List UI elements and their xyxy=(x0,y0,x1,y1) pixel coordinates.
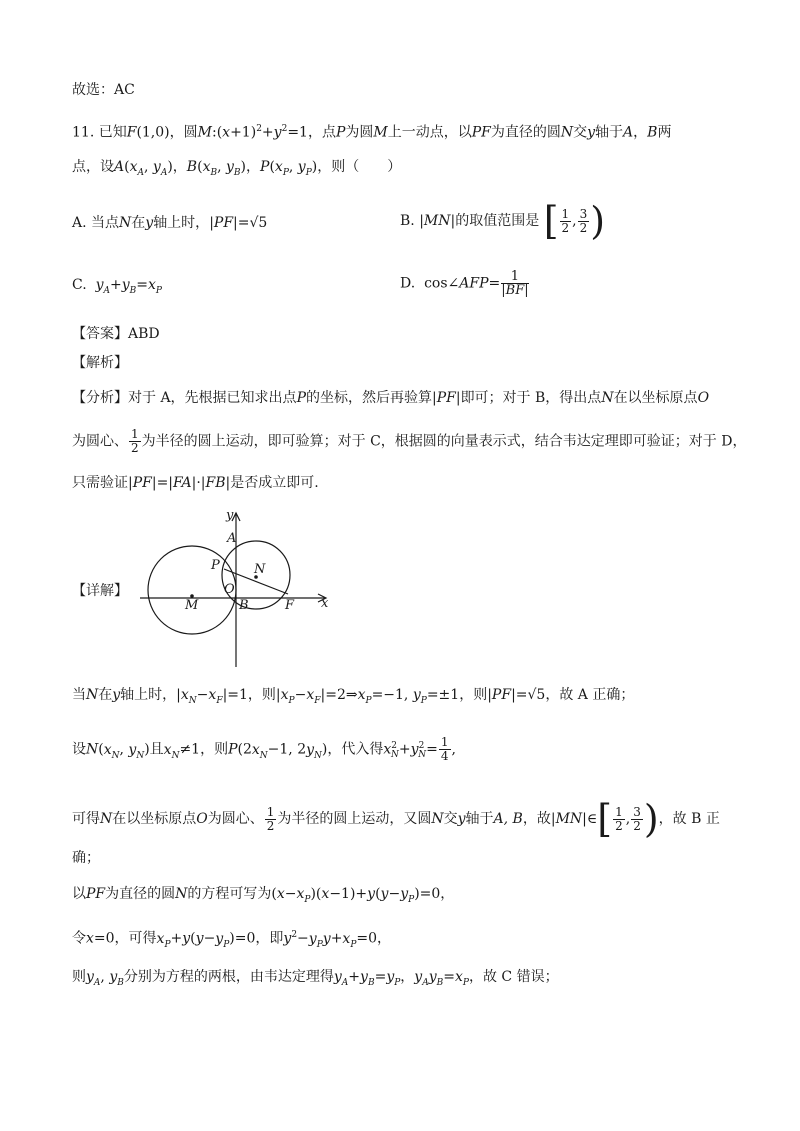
label-y: y xyxy=(226,508,234,523)
analysis-line-1: 【分析】对于 A，先根据已知求出点P的坐标，然后再验算|PF|即可；对于 B，得出点N在以坐标原点O xyxy=(72,390,710,406)
circle-m xyxy=(148,546,236,634)
detail-line-3: 可得N在以坐标原点O为圆心、 $\frac{1}{2}$ 为半径的圆上运动，又圆N交y轴于A, B，故|MN|∈ [ $\frac{1}{2}$ , $\frac{3}{2}$ ) ，故 B 正 xyxy=(72,797,720,841)
label-b: B xyxy=(239,598,249,613)
label-o: O xyxy=(224,582,235,597)
detail-line-2: 设$N(x_N$, $y_N$)且$x_N\ne 1$，则$P(2x_N-1$, $2y_N$)，代入得$x^2_N+y^2_N=$ $\frac{1}{4}$ , xyxy=(72,735,456,764)
answer-line xyxy=(72,323,160,345)
option-c: C. $y_A+y_B=x_P$ xyxy=(72,277,162,296)
analysis-tag: 【解析】 xyxy=(72,355,128,371)
geometry-figure xyxy=(140,505,340,670)
question-line-2: 点，设$A(x_A$, $y_A$)，$B(x_B$, $y_B$)，$P(x_P$, $y_P$)，则（ ） xyxy=(72,159,402,178)
detail-line-6: 令x=0，可得$x_P+y(y-y_P)=0$，即$y^2-y_Py+x_P=0$， xyxy=(72,930,392,950)
answer-value: ABD xyxy=(128,326,160,342)
option-d: D. cos∠AFP= $\frac{1}{|BF|}$ xyxy=(400,269,529,298)
question-number: 11. xyxy=(72,124,95,141)
detail-line-5: 以PF为直径的圆N的方程可写为$(x-x_P)(x-1)+y(y-y_P)=0$， xyxy=(72,886,455,905)
question-line-1: 11. 已知F(1,0)，圆$M:(x+1)^2+y^2=1$，点P为圆M上一动点，以PF为直径的圆N交y轴于A，B两 xyxy=(72,124,672,141)
label-x: x xyxy=(321,596,329,611)
option-b: B. |MN|的取值范围是 [ $\frac{1}{2}$ , $\frac{3}{2}$ ) xyxy=(400,199,606,243)
label-a: A xyxy=(227,531,237,546)
detail-tag: 【详解】 xyxy=(72,583,128,599)
label-f: F xyxy=(285,598,295,613)
detail-line-4: 确； xyxy=(72,850,100,866)
answer-tag: 【答案】 xyxy=(72,326,128,342)
label-m: M xyxy=(185,598,199,613)
analysis-line-3: 只需验证|PF|=|FA|·|FB|是否成立即可. xyxy=(72,475,319,491)
label-p: P xyxy=(211,558,220,573)
detail-line-1: 当N在y轴上时，$|x_N-x_F|=1$，则$|x_P-x_F|=2\Rightarrow x_P=-1$, $y_P=\pm 1$，则|PF|=√5，故 A 正确； xyxy=(72,687,635,706)
detail-line-7: 则$y_A$, $y_B$分别为方程的两根，由韦达定理得$y_A+y_B=y_P$，$y_Ay_B=x_P$，故 C 错误； xyxy=(72,969,559,988)
previous-answer: 故选：AC xyxy=(72,82,135,98)
option-a: A. 当点N在y轴上时，|PF|=√5 xyxy=(72,215,268,231)
analysis-line-2: 为圆心、 $\frac{1}{2}$ 为半径的圆上运动，即可验算；对于 C，根据圆的向量表示式，结合韦达定理即可验证；对于 D， xyxy=(72,427,747,455)
label-n: N xyxy=(254,562,266,577)
